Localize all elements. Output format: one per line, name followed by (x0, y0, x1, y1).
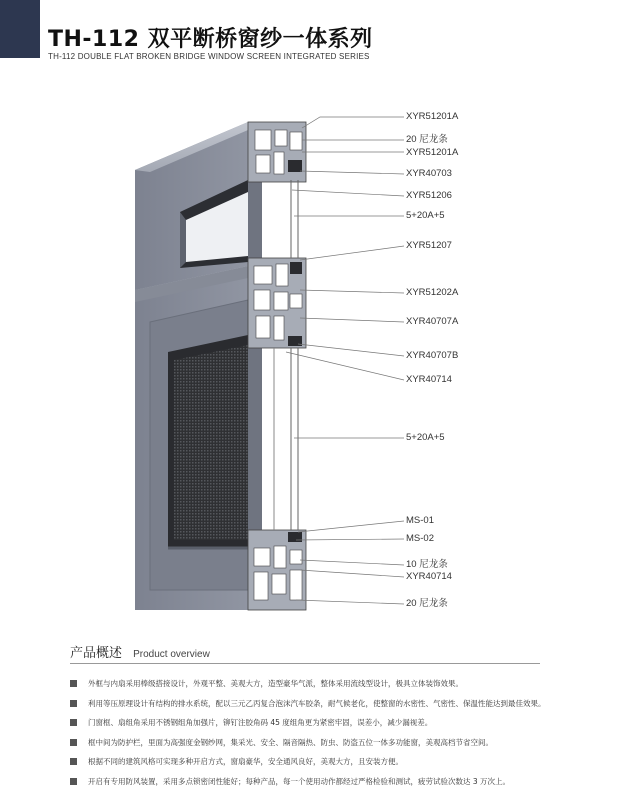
lower-sash (150, 300, 248, 590)
insulated-glass-upper (291, 180, 298, 258)
feature-text: 框中间为防护栏，里面为高强度金钢纱网，集采光、安全、隔音隔热、防虫、防盗五位一体多功能窗，美观高档节省空间。 (88, 737, 493, 747)
feature-item (70, 717, 590, 737)
feature-text: 门窗框、扇组角采用不锈钢组角加强片，铆钉注胶角码 45 度组角更为紧密牢固，误差小，减少漏视差。 (88, 718, 433, 728)
callout-label: MS-02 (406, 533, 434, 544)
callout-label: MS-01 (406, 515, 434, 526)
callout-label: 5+20A+5 (406, 432, 445, 443)
callout-label: 10 尼龙条 (406, 559, 448, 570)
profile-section-top (248, 122, 306, 182)
callout-label: XYR51201A (406, 147, 459, 158)
square-bullet-icon (70, 700, 77, 707)
feature-item (70, 756, 590, 776)
overview-divider (70, 663, 540, 664)
square-bullet-icon (70, 758, 77, 765)
feature-item (70, 678, 590, 698)
feature-text: 开启有专用防风装置，采用多点锁密闭性能好；每种产品，每一个使用动作都经过严格检验和测试，疲劳试验次数达 3 万次上。 (88, 776, 511, 786)
callout-label: 5+20A+5 (406, 210, 445, 221)
feature-item (70, 698, 590, 718)
square-bullet-icon (70, 778, 77, 785)
profile-section-middle (248, 258, 306, 348)
callout-label: XYR40714 (406, 571, 452, 582)
insulated-glass-lower (274, 348, 298, 530)
callout-label: 20 尼龙条 (406, 598, 448, 609)
overview-title-en: Product overview (133, 649, 210, 660)
square-bullet-icon (70, 739, 77, 746)
callout-label: XYR51206 (406, 190, 452, 201)
callout-label: XYR51201A (406, 111, 459, 122)
callout-label: XYR40703 (406, 168, 452, 179)
feature-text: 外框与内扇采用棒级搭接设计，外观平整、美观大方，造型豪华气派，整体采用流线型设计，极具立体装饰效果。 (88, 679, 463, 688)
feature-list (70, 678, 590, 796)
callout-label: XYR51207 (406, 240, 452, 251)
feature-item (70, 776, 590, 796)
overview-heading (70, 642, 210, 661)
square-bullet-icon (70, 719, 77, 726)
callout-label: 20 尼龙条 (406, 134, 448, 145)
page-subtitle: TH-112 DOUBLE FLAT BROKEN BRIDGE WINDOW SCREEN INTEGRATED SERIES (48, 52, 370, 61)
callout-label: XYR40707A (406, 316, 459, 327)
feature-text: 根据不同的建筑风格可实现多种开启方式，窗扇豪华，安全通风良好，美观大方，且安装方便。 (88, 757, 403, 767)
callout-label: XYR51202A (406, 287, 459, 298)
square-bullet-icon (70, 680, 77, 687)
page-title: TH-112 双平断桥窗纱一体系列 (48, 27, 373, 52)
profile-section-bottom (248, 530, 306, 610)
overview-title-zh: 产品概述 (70, 646, 123, 661)
callout-label: XYR40707B (406, 350, 459, 361)
callout-label: XYR40714 (406, 374, 452, 385)
feature-text: 利用等压原理设计有结构的排水系统，配以三元乙丙复合泡沫汽车胶条，耐气候老化，使整窗的水密性、气密性、保温性能达到最佳效果。 (88, 698, 546, 708)
feature-item (70, 737, 590, 757)
